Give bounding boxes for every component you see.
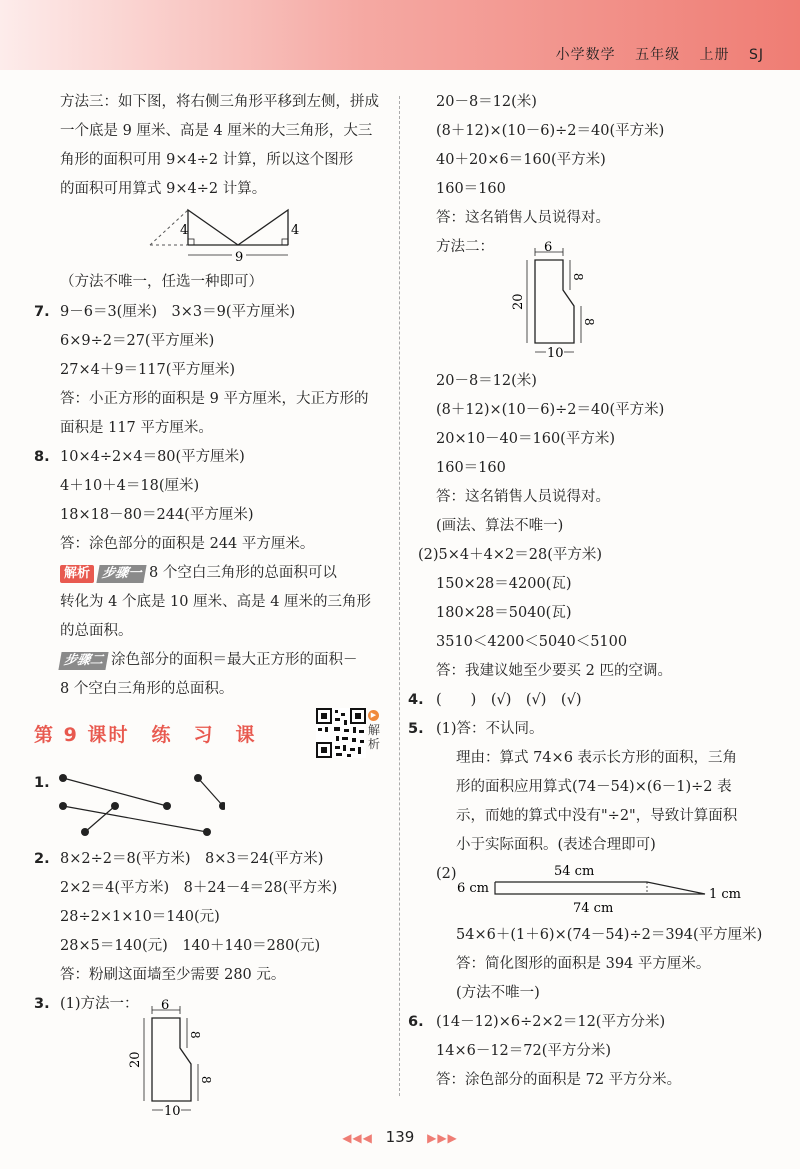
r-line: (8＋12)×(10－6)÷2＝40(平方米) <box>436 123 665 139</box>
method3-line: 一个底是 9 厘米、高是 4 厘米的大三角形，大三 <box>60 123 373 139</box>
page-footer <box>0 1128 800 1146</box>
analysis-line <box>60 563 337 583</box>
prev-arrows-icon: ◀◀◀ <box>342 1131 373 1145</box>
fig-left-height: 4 <box>180 223 189 238</box>
question-number: 6. <box>408 1014 424 1030</box>
next-arrows-icon: ▶▶▶ <box>427 1131 458 1145</box>
r-line: 20－8＝12(米) <box>436 373 537 389</box>
q7-line: 6×9÷2＝27(平方厘米) <box>60 333 215 349</box>
play-icon: ▶ <box>368 710 379 721</box>
header-title <box>542 44 764 64</box>
header-banner <box>0 0 800 70</box>
r-line: 20－8＝12(米) <box>436 94 537 110</box>
p2-line: 8×2÷2＝8(平方米) 8×3＝24(平方米) <box>60 851 324 867</box>
qr-label[interactable] <box>368 710 382 751</box>
step1-tag: 步骤一 <box>96 565 146 583</box>
header-volume: 上册 <box>699 47 730 63</box>
dim-left: 20 <box>128 1051 143 1068</box>
step2-line <box>60 650 358 670</box>
question-number: 5. <box>408 721 424 737</box>
r-line: 150×28＝4200(瓦) <box>436 576 572 592</box>
q8-line: 18×18－80＝244(平方厘米) <box>60 507 254 523</box>
r-line: (画法、算法不唯一) <box>436 518 564 534</box>
lesson-heading <box>34 720 256 747</box>
q7-line: 面积是 117 平方厘米。 <box>60 420 213 436</box>
dim-side-bottom: 8 <box>582 318 596 326</box>
r-line: (2)5×4＋4×2＝28(平方米) <box>418 547 603 563</box>
dim-bottom: 10 <box>547 346 564 360</box>
dim-bottom: 10 <box>164 1104 181 1118</box>
fig2-right-label: 1 cm <box>709 887 742 902</box>
method3-line: 的面积可用算式 9×4÷2 计算。 <box>60 181 267 197</box>
question-number: 8. <box>34 449 50 465</box>
q5-line: (方法不唯一) <box>456 985 540 1001</box>
q5-line: 理由：算式 74×6 表示长方形的面积，三角 <box>456 750 738 766</box>
dim-left: 20 <box>511 293 526 310</box>
fig2-left-label: 6 cm <box>457 881 490 896</box>
r-line: 20×10－40＝160(平方米) <box>436 431 615 447</box>
step2-tag: 步骤二 <box>58 652 108 670</box>
p2-line: 答：粉刷这面墙至少需要 280 元。 <box>60 967 286 983</box>
method3-line: 方法三：如下图，将右侧三角形平移到左侧，拼成 <box>60 94 379 110</box>
qr-code-icon[interactable] <box>316 708 366 758</box>
step1-text: 8 个空白三角形的总面积可以 <box>149 565 337 581</box>
header-grade: 五年级 <box>635 47 681 63</box>
q5-line: (1)答：不认同。 <box>436 721 544 737</box>
r-line: 3510＜4200＜5040＜5100 <box>436 634 628 650</box>
fig-right-height: 4 <box>291 223 300 238</box>
matching-lines-figure <box>55 768 225 840</box>
q7-line: 27×4＋9＝117(平方厘米) <box>60 362 236 378</box>
question-number: 2. <box>34 851 50 867</box>
r-line: 180×28＝5040(瓦) <box>436 605 572 621</box>
q5-line: 54×6＋(1＋6)×(74－54)÷2＝394(平方厘米) <box>456 927 763 943</box>
step1-line: 转化为 4 个底是 10 厘米、高是 4 厘米的三角形 <box>60 594 372 610</box>
p3-line: (1)方法一： <box>60 996 139 1012</box>
r-line: (8＋12)×(10－6)÷2＝40(平方米) <box>436 402 665 418</box>
r-line: 160＝160 <box>436 181 506 197</box>
p2-line: 2×2＝4(平方米) 8＋24－4＝28(平方米) <box>60 880 338 896</box>
r-line: 方法二： <box>436 239 494 255</box>
r-line: 160＝160 <box>436 460 506 476</box>
header-subject: 小学数学 <box>555 47 616 63</box>
lesson-number: 第 9 课时 <box>34 724 130 746</box>
dim-side-top: 8 <box>188 1031 202 1039</box>
q6-line: 答：涂色部分的面积是 72 平方分米。 <box>436 1072 682 1088</box>
p2-line: 28÷2×1×10＝140(元) <box>60 909 220 925</box>
q5-line: 答：简化图形的面积是 394 平方厘米。 <box>456 956 711 972</box>
r-line: 答：我建议她至少要买 2 匹的空调。 <box>436 663 672 679</box>
question-number: 3. <box>34 996 50 1012</box>
question-number: 7. <box>34 304 50 320</box>
q5-line: 小于实际面积。(表述合理即可) <box>456 837 656 853</box>
q5-line: 示，而她的算式中没有"÷2"，导致计算面积 <box>456 808 738 824</box>
method3-line: 角形的面积可用 9×4÷2 计算，所以这个图形 <box>60 152 354 168</box>
header-edition: SJ <box>748 47 764 63</box>
q5-line: 形的面积应用算式(74－54)×(6－1)÷2 表 <box>456 779 732 795</box>
step1-line: 的总面积。 <box>60 623 133 639</box>
r-line: 40＋20×6＝160(平方米) <box>436 152 606 168</box>
lesson-title: 练 习 课 <box>151 724 257 746</box>
qr-label-text: 解析 <box>368 723 381 751</box>
q8-line: 10×4÷2×4＝80(平方厘米) <box>60 449 245 465</box>
q8-line: 4＋10＋4＝18(厘米) <box>60 478 200 494</box>
dim-side-bottom: 8 <box>199 1076 213 1084</box>
shape-figure-method2 <box>508 238 603 360</box>
q6-line: 14×6－12＝72(平方分米) <box>436 1043 612 1059</box>
question-number: 1. <box>34 775 50 791</box>
column-divider <box>399 96 400 1096</box>
r-line: 答：这名销售人员说得对。 <box>436 210 610 226</box>
step2-line: 8 个空白三角形的总面积。 <box>60 681 234 697</box>
q4-answers: ( ) (√) (√) (√) <box>436 692 582 708</box>
q8-line: 答：涂色部分的面积是 244 平方厘米。 <box>60 536 315 552</box>
q7-line: 9－6＝3(厘米) 3×3＝9(平方厘米) <box>60 304 296 320</box>
page-number: 139 <box>385 1128 415 1146</box>
step2-text: 涂色部分的面积＝最大正方形的面积－ <box>111 652 358 668</box>
question-number: 4. <box>408 692 424 708</box>
triangle-figure <box>140 205 300 267</box>
fig2-bottom-label: 74 cm <box>573 901 614 916</box>
dim-top: 6 <box>161 998 170 1013</box>
q5-line: (2) <box>436 866 457 882</box>
r-line: 答：这名销售人员说得对。 <box>436 489 610 505</box>
analysis-tag: 解析 <box>60 565 94 583</box>
q6-line: (14－12)×6÷2×2＝12(平方分米) <box>436 1014 666 1030</box>
note-line: （方法不唯一，任选一种即可） <box>60 274 263 290</box>
shape-figure-method1 <box>125 996 220 1118</box>
dim-side-top: 8 <box>571 273 585 281</box>
dim-top: 6 <box>544 240 553 255</box>
fig-base: 9 <box>235 250 244 265</box>
fig2-top-label: 54 cm <box>554 864 595 879</box>
p2-line: 28×5＝140(元) 140＋140＝280(元) <box>60 938 321 954</box>
q7-line: 答：小正方形的面积是 9 平方厘米，大正方形的 <box>60 391 369 407</box>
trapezoid-figure <box>455 860 755 918</box>
